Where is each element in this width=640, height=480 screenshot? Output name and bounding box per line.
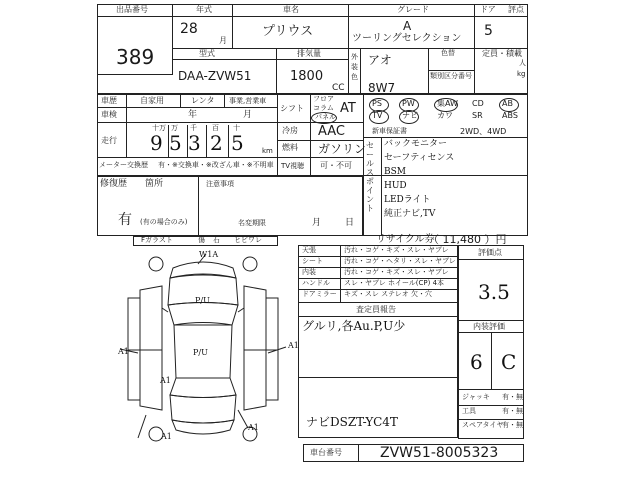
interior-label: 内装評価 [473,322,505,331]
tool-options: 有・無 [502,421,523,429]
glass-label: Fガラスト [141,236,173,244]
condition-row-options: スレ・ヤブレ ホイール(CP) 4本 [344,279,445,287]
mark-8: A1 [248,423,259,432]
interior-value: 6 [470,350,483,374]
exterior-label: 外装色 [351,53,358,81]
shift-floor: フロア [313,95,334,103]
grade-value-2: ツーリングセレクション [352,33,462,44]
glass-opt-1: 傷 [198,236,205,244]
owner-label: 名変期限 [238,219,266,227]
mileage-unit: 十万 [152,124,166,132]
year-month-unit: 月 [219,36,227,45]
tv-options: 可・不可 [320,161,352,170]
equipment-circle [399,110,419,124]
equipment-option: ナビ [402,111,418,120]
condition-row-options: 汚れ・コゲ・キズ・スレ・ヤブレ [344,246,449,254]
mileage-digit: 3 [188,131,201,155]
equipment-option: カワ [437,111,453,120]
equipment-circle [499,98,519,112]
tool-label: 工具 [462,407,476,415]
equipment-circle [434,98,458,112]
mark-6: A1 [160,376,171,385]
year-label: 年式 [196,5,212,14]
condition-row-divider [298,278,458,279]
selling-point: バックモニター [384,139,448,149]
owner-day: 日 [345,218,355,228]
history-label: 車歴 [101,96,117,105]
condition-row-divider [298,267,458,268]
equipment-option: TV [372,111,383,120]
shift-value: AT [340,101,356,116]
mileage-unit: 千 [190,124,197,132]
repair-value: 有 [118,212,132,228]
mark-5: A1 [288,341,299,350]
chassis-label: 車台番号 [310,448,342,457]
own-label: 自家用 [140,96,164,105]
cc-label: 排気量 [297,49,321,58]
rental-label: レンタ [191,96,215,105]
rating-value: 3.5 [478,280,510,304]
model-value: プリウス [262,24,314,39]
business-label: 事業,営業車 [229,97,267,105]
mileage-unit: 百 [212,124,219,132]
notes-label: 注意事項 [206,180,234,188]
glass-opt-3: ヒビワレ [234,236,262,244]
chassis-value: ZVW51-8005323 [380,445,499,461]
capacity-label: 定員・積載 [482,49,522,58]
grade-label: グレード [397,5,429,14]
lot-number: 389 [116,45,155,69]
tool-options: 有・無 [502,393,523,401]
fuel-label: 燃料 [282,143,298,152]
selling-point: HUD [384,181,407,191]
shift-column: コラム [313,104,334,112]
condition-row-label: シート [302,257,323,265]
mileage-unit: 十 [233,124,240,132]
drive-label: 2WD、4WD [460,127,507,136]
color-label: 色替 [441,49,455,57]
mileage-digit: 9 [150,131,163,155]
recycle-label: リサイクル券 [376,234,435,245]
mileage-divider [228,125,229,157]
mileage-digit: 5 [231,131,244,155]
aircon-value: AAC [318,124,345,139]
nav-note-frame [298,378,458,438]
color-value: アオ [368,53,392,67]
mark-3: P/U [193,348,208,357]
repair-label: 修復歴 [100,179,128,189]
grade-value-1: A [403,19,412,33]
mileage-divider [206,125,207,157]
tool-label: ジャッキ [462,393,490,401]
tool-label: スペアタイヤ [462,421,504,429]
warranty-label: 新車保証書 [372,127,407,135]
cc-value: 1800 [290,69,324,84]
shift-panel: パネル [315,113,336,121]
equipment-option: PS [372,99,382,108]
inspector-note: グルリ,各Au.P,U少 [302,319,406,333]
equipment-circle [369,110,389,124]
doors-label: ドア [480,5,496,14]
equipment-option: CD [472,99,484,108]
year-value: 28 [180,21,198,37]
selling-points-title: セールスポイント [366,141,374,213]
equipment-option: ABS [502,111,518,120]
mark-1: W1A [199,250,219,259]
equipment-option: AB [502,99,513,108]
inspection-month-unit: 月 [243,110,253,120]
model-label: 車名 [283,5,299,14]
selling-point: LEDライト [384,195,431,205]
condition-row-divider [298,289,458,290]
mark-7: A1 [161,432,172,441]
km-unit: km [262,147,273,155]
condition-row-options: キズ・スレ ステレオ 欠・穴 [344,290,433,298]
exterior-value: C [501,350,517,374]
condition-row-label: ドアミラー [302,290,337,298]
mark-2: P/U [195,296,210,305]
repair-location-label: 箇所 [145,179,164,189]
type-value: DAA-ZVW51 [178,69,252,83]
tv-label: TV視聴 [281,162,305,170]
meter-label: メーター交換歴 [99,161,148,169]
repair-note: (有の場合のみ) [140,218,188,226]
bottom-note: ナビDSZT-YC4T [306,415,398,429]
equipment-option: SR [472,111,483,120]
rating-label: 評価点 [478,248,502,257]
tool-divider [458,419,524,420]
selling-point: 純正ナビ,TV [384,209,436,219]
condition-row-label: 内装 [302,268,316,276]
fuel-value: ガソリン [318,142,367,156]
doors-value: 5 [484,23,493,39]
inspector-label: 査定員報告 [356,305,396,314]
mileage-digit: 5 [169,131,182,155]
mark-4: A1 [118,347,129,356]
capacity-unit-1: 人 [519,59,526,67]
lot-label: 出品番号 [116,5,148,14]
condition-row-options: 汚れ・コゲ・キズ・スレ・ヤブレ [344,268,449,276]
cc-unit: CC [332,83,345,93]
mileage-digit: 2 [210,131,223,155]
selling-point: セーフティセンス [384,153,455,163]
meter-options: 有・※交換車・※改ざん車・※不明車 [158,161,274,169]
condition-row-label: ハンドル [302,279,330,287]
color-code-label: 類別区分番号 [430,72,472,80]
condition-row-label: 天張 [302,246,316,254]
mileage-label: 走行 [101,136,117,145]
shift-label: シフト [280,104,304,113]
glass-opt-2: 石 [213,236,220,244]
recycle-amount: （ 11,480 ）円 [428,233,507,246]
mileage-unit: 万 [171,124,178,132]
tool-options: 有・無 [502,407,523,415]
tool-divider [458,405,524,406]
equipment-option: PW [402,99,415,108]
owner-month: 月 [312,218,322,228]
color-code-value: 8W7 [368,81,396,95]
condition-row-divider [298,256,458,257]
inspection-year-unit: 年 [188,110,198,120]
equipment-option: 集AW [437,99,458,108]
condition-row-options: 汚れ・コゲ・ヘタリ・スレ・ヤブレ [344,257,456,265]
inspection-label: 車検 [101,110,117,119]
capacity-unit-2: kg [517,70,526,78]
type-label: 型式 [199,49,215,58]
selling-point: BSM [384,167,406,177]
aircon-label: 冷房 [282,126,298,135]
score-label: 評点 [508,5,524,14]
